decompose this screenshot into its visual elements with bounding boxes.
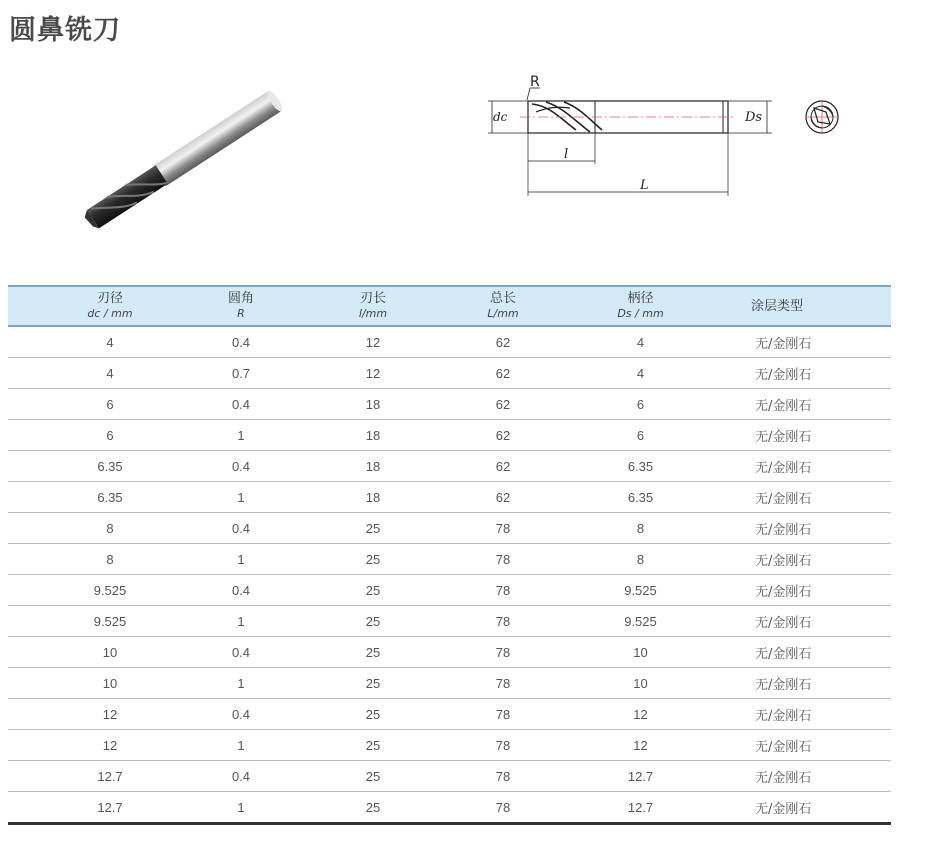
cell-flute-length: 25	[270, 761, 476, 792]
cell-corner-radius: 1	[212, 792, 270, 824]
cell-overall-length: 78	[476, 637, 530, 668]
table-header-row	[8, 286, 891, 326]
cell-overall-length: 78	[476, 792, 530, 824]
cell-corner-radius: 0.4	[212, 699, 270, 730]
cell-corner-radius: 1	[212, 668, 270, 699]
header-corner-radius: 圆角 R	[212, 286, 270, 326]
table-row	[8, 792, 891, 824]
cell-flute-length: 12	[270, 326, 476, 358]
cell-diameter: 4	[8, 358, 212, 389]
cell-shank-diameter: 12.7	[530, 761, 751, 792]
cell-diameter: 6.35	[8, 451, 212, 482]
cell-coating: 无/金刚石	[751, 482, 891, 513]
cell-flute-length: 25	[270, 792, 476, 824]
cell-overall-length: 62	[476, 420, 530, 451]
cell-flute-length: 18	[270, 482, 476, 513]
table-row	[8, 730, 891, 761]
table-row	[8, 637, 891, 668]
table-row	[8, 451, 891, 482]
cell-corner-radius: 0.4	[212, 451, 270, 482]
cell-corner-radius: 1	[212, 730, 270, 761]
cell-coating: 无/金刚石	[751, 389, 891, 420]
cell-flute-length: 18	[270, 389, 476, 420]
cell-diameter: 6.35	[8, 482, 212, 513]
drawing-label-ds: Ds	[745, 110, 763, 125]
header-coating: 涂层类型	[751, 286, 891, 326]
cell-corner-radius: 1	[212, 482, 270, 513]
cell-coating: 无/金刚石	[751, 575, 891, 606]
cell-shank-diameter: 9.525	[530, 606, 751, 637]
cell-flute-length: 25	[270, 668, 476, 699]
cell-overall-length: 62	[476, 451, 530, 482]
cell-shank-diameter: 12	[530, 699, 751, 730]
cell-shank-diameter: 6.35	[530, 482, 751, 513]
cell-overall-length: 78	[476, 606, 530, 637]
header-overall-length: 总长 L/mm	[476, 286, 530, 326]
cell-diameter: 12	[8, 699, 212, 730]
cell-coating: 无/金刚石	[751, 699, 891, 730]
cell-diameter: 12	[8, 730, 212, 761]
table-row	[8, 482, 891, 513]
cell-diameter: 6	[8, 389, 212, 420]
table-row	[8, 358, 891, 389]
header-diameter: 刃径 dc / mm	[8, 286, 212, 326]
cell-overall-length: 62	[476, 482, 530, 513]
cell-flute-length: 25	[270, 544, 476, 575]
table-row	[8, 513, 891, 544]
cell-flute-length: 25	[270, 513, 476, 544]
cell-shank-diameter: 4	[530, 326, 751, 358]
cell-overall-length: 62	[476, 326, 530, 358]
cell-overall-length: 78	[476, 575, 530, 606]
header-shank-diameter: 柄径 Ds / mm	[530, 286, 751, 326]
cell-corner-radius: 1	[212, 420, 270, 451]
header-flute-length: 刃长 l/mm	[270, 286, 476, 326]
cell-diameter: 8	[8, 544, 212, 575]
cell-diameter: 10	[8, 668, 212, 699]
cell-corner-radius: 1	[212, 544, 270, 575]
cell-corner-radius: 0.4	[212, 761, 270, 792]
cell-shank-diameter: 12.7	[530, 792, 751, 824]
cell-coating: 无/金刚石	[751, 513, 891, 544]
drawing-label-l: l	[564, 147, 569, 162]
table-row	[8, 389, 891, 420]
cell-overall-length: 78	[476, 668, 530, 699]
cell-flute-length: 12	[270, 358, 476, 389]
cell-diameter: 12.7	[8, 761, 212, 792]
cell-overall-length: 62	[476, 389, 530, 420]
cell-corner-radius: 0.7	[212, 358, 270, 389]
cell-flute-length: 25	[270, 606, 476, 637]
table-row	[8, 761, 891, 792]
cell-coating: 无/金刚石	[751, 761, 891, 792]
cell-coating: 无/金刚石	[751, 730, 891, 761]
cell-coating: 无/金刚石	[751, 451, 891, 482]
drawing-label-r: R	[530, 74, 540, 90]
cell-coating: 无/金刚石	[751, 637, 891, 668]
cell-corner-radius: 0.4	[212, 513, 270, 544]
cell-coating: 无/金刚石	[751, 358, 891, 389]
cell-shank-diameter: 12	[530, 730, 751, 761]
cell-overall-length: 78	[476, 699, 530, 730]
cell-overall-length: 78	[476, 544, 530, 575]
cell-flute-length: 25	[270, 730, 476, 761]
end-mill-photo	[66, 82, 296, 242]
cell-coating: 无/金刚石	[751, 606, 891, 637]
cell-diameter: 9.525	[8, 606, 212, 637]
table-row	[8, 668, 891, 699]
cell-diameter: 4	[8, 326, 212, 358]
cell-shank-diameter: 6	[530, 389, 751, 420]
cell-shank-diameter: 9.525	[530, 575, 751, 606]
cell-coating: 无/金刚石	[751, 326, 891, 358]
cell-overall-length: 78	[476, 730, 530, 761]
cell-shank-diameter: 10	[530, 668, 751, 699]
cell-coating: 无/金刚石	[751, 792, 891, 824]
cell-overall-length: 62	[476, 358, 530, 389]
cell-flute-length: 25	[270, 699, 476, 730]
cell-flute-length: 18	[270, 420, 476, 451]
cell-shank-diameter: 6	[530, 420, 751, 451]
cell-overall-length: 78	[476, 761, 530, 792]
cell-diameter: 8	[8, 513, 212, 544]
cell-coating: 无/金刚石	[751, 668, 891, 699]
cell-corner-radius: 0.4	[212, 326, 270, 358]
cell-coating: 无/金刚石	[751, 544, 891, 575]
table-row	[8, 575, 891, 606]
cell-corner-radius: 1	[212, 606, 270, 637]
table-row	[8, 606, 891, 637]
cell-corner-radius: 0.4	[212, 575, 270, 606]
spec-table	[8, 285, 891, 825]
cell-corner-radius: 0.4	[212, 637, 270, 668]
cell-shank-diameter: 6.35	[530, 451, 751, 482]
cell-corner-radius: 0.4	[212, 389, 270, 420]
cell-diameter: 9.525	[8, 575, 212, 606]
cell-diameter: 6	[8, 420, 212, 451]
cell-shank-diameter: 8	[530, 513, 751, 544]
table-row	[8, 326, 891, 358]
cell-shank-diameter: 8	[530, 544, 751, 575]
table-row	[8, 699, 891, 730]
cell-overall-length: 78	[476, 513, 530, 544]
cell-flute-length: 25	[270, 575, 476, 606]
cell-shank-diameter: 10	[530, 637, 751, 668]
cell-flute-length: 18	[270, 451, 476, 482]
drawing-label-L: L	[640, 178, 649, 193]
cell-shank-diameter: 4	[530, 358, 751, 389]
page-title: 圆鼻铣刀	[9, 15, 121, 46]
table-row	[8, 420, 891, 451]
cell-flute-length: 25	[270, 637, 476, 668]
cell-diameter: 10	[8, 637, 212, 668]
cell-coating: 无/金刚石	[751, 420, 891, 451]
drawing-label-dc: dc	[493, 110, 508, 124]
cell-diameter: 12.7	[8, 792, 212, 824]
technical-drawing	[480, 68, 860, 203]
table-row	[8, 544, 891, 575]
